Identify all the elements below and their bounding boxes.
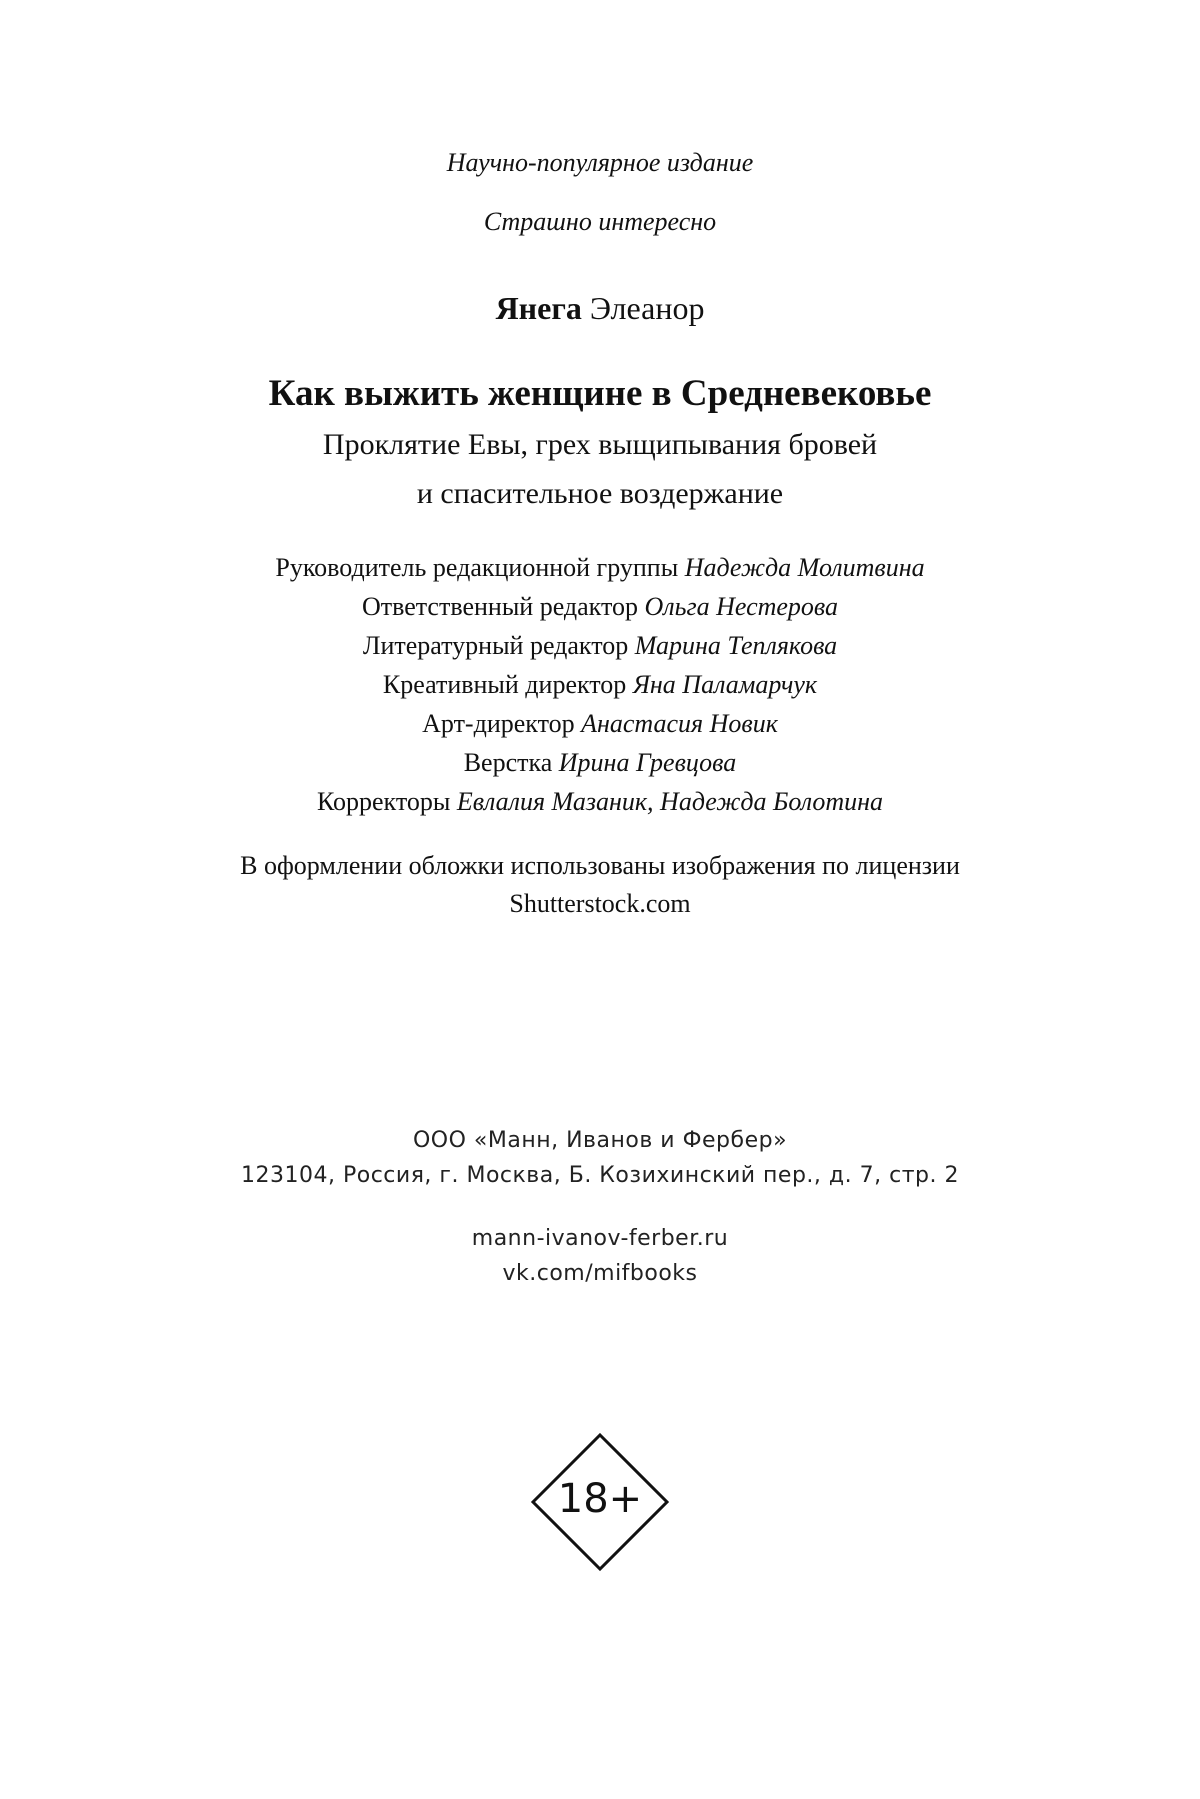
credit-person: Ольга Нестерова bbox=[644, 592, 839, 621]
credit-line bbox=[0, 592, 1200, 622]
credit-role: Корректоры bbox=[316, 787, 451, 816]
publisher-social-link: vk.com/mifbooks bbox=[502, 1261, 698, 1286]
cover-license-note: В оформлении обложки использованы изображения по лицензии bbox=[240, 851, 960, 880]
publisher-name: ООО «Манн, Иванов и Фербер» bbox=[412, 1128, 788, 1153]
cover-license-source: Shutterstock.com bbox=[509, 889, 691, 918]
credit-line bbox=[0, 553, 1200, 583]
series-name: Страшно интересно bbox=[483, 207, 717, 236]
subtitle-line-1: Проклятие Евы, грех выщипывания бровей bbox=[322, 428, 878, 461]
credit-role: Руководитель редакционной группы bbox=[275, 553, 679, 582]
credit-person: Ирина Гревцова bbox=[558, 748, 737, 777]
age-rating-badge bbox=[530, 1432, 670, 1572]
publisher-website: mann-ivanov-ferber.ru bbox=[471, 1226, 729, 1251]
credit-person: Анастасия Новик bbox=[581, 709, 778, 738]
publisher-address: 123104, Россия, г. Москва, Б. Козихинский пер., д. 7, стр. 2 bbox=[241, 1163, 959, 1188]
author-surname: Янега bbox=[495, 290, 582, 326]
author bbox=[0, 290, 1200, 327]
credit-line bbox=[0, 748, 1200, 778]
credit-line bbox=[0, 709, 1200, 739]
age-rating-label: 18+ bbox=[557, 1476, 643, 1522]
subtitle-line-2: и спасительное воздержание bbox=[416, 477, 784, 510]
credit-line bbox=[0, 787, 1200, 817]
book-title: Как выжить женщине в Средневековье bbox=[268, 373, 932, 414]
credit-line bbox=[0, 631, 1200, 661]
credit-person: Марина Теплякова bbox=[634, 631, 838, 660]
credit-person: Надежда Молитвина bbox=[684, 553, 925, 582]
credit-line bbox=[0, 670, 1200, 700]
credit-person: Евлалия Мазаник, Надежда Болотина bbox=[456, 787, 884, 816]
series-type: Научно-популярное издание bbox=[446, 148, 754, 177]
credit-role: Арт-директор bbox=[422, 709, 575, 738]
credit-role: Креативный директор bbox=[382, 670, 627, 699]
author-given-name: Элеанор bbox=[589, 290, 705, 326]
credit-role: Ответственный редактор bbox=[361, 592, 638, 621]
credit-role: Литературный редактор bbox=[362, 631, 629, 660]
credit-person: Яна Паламарчук bbox=[632, 670, 818, 699]
credit-role: Верстка bbox=[463, 748, 553, 777]
